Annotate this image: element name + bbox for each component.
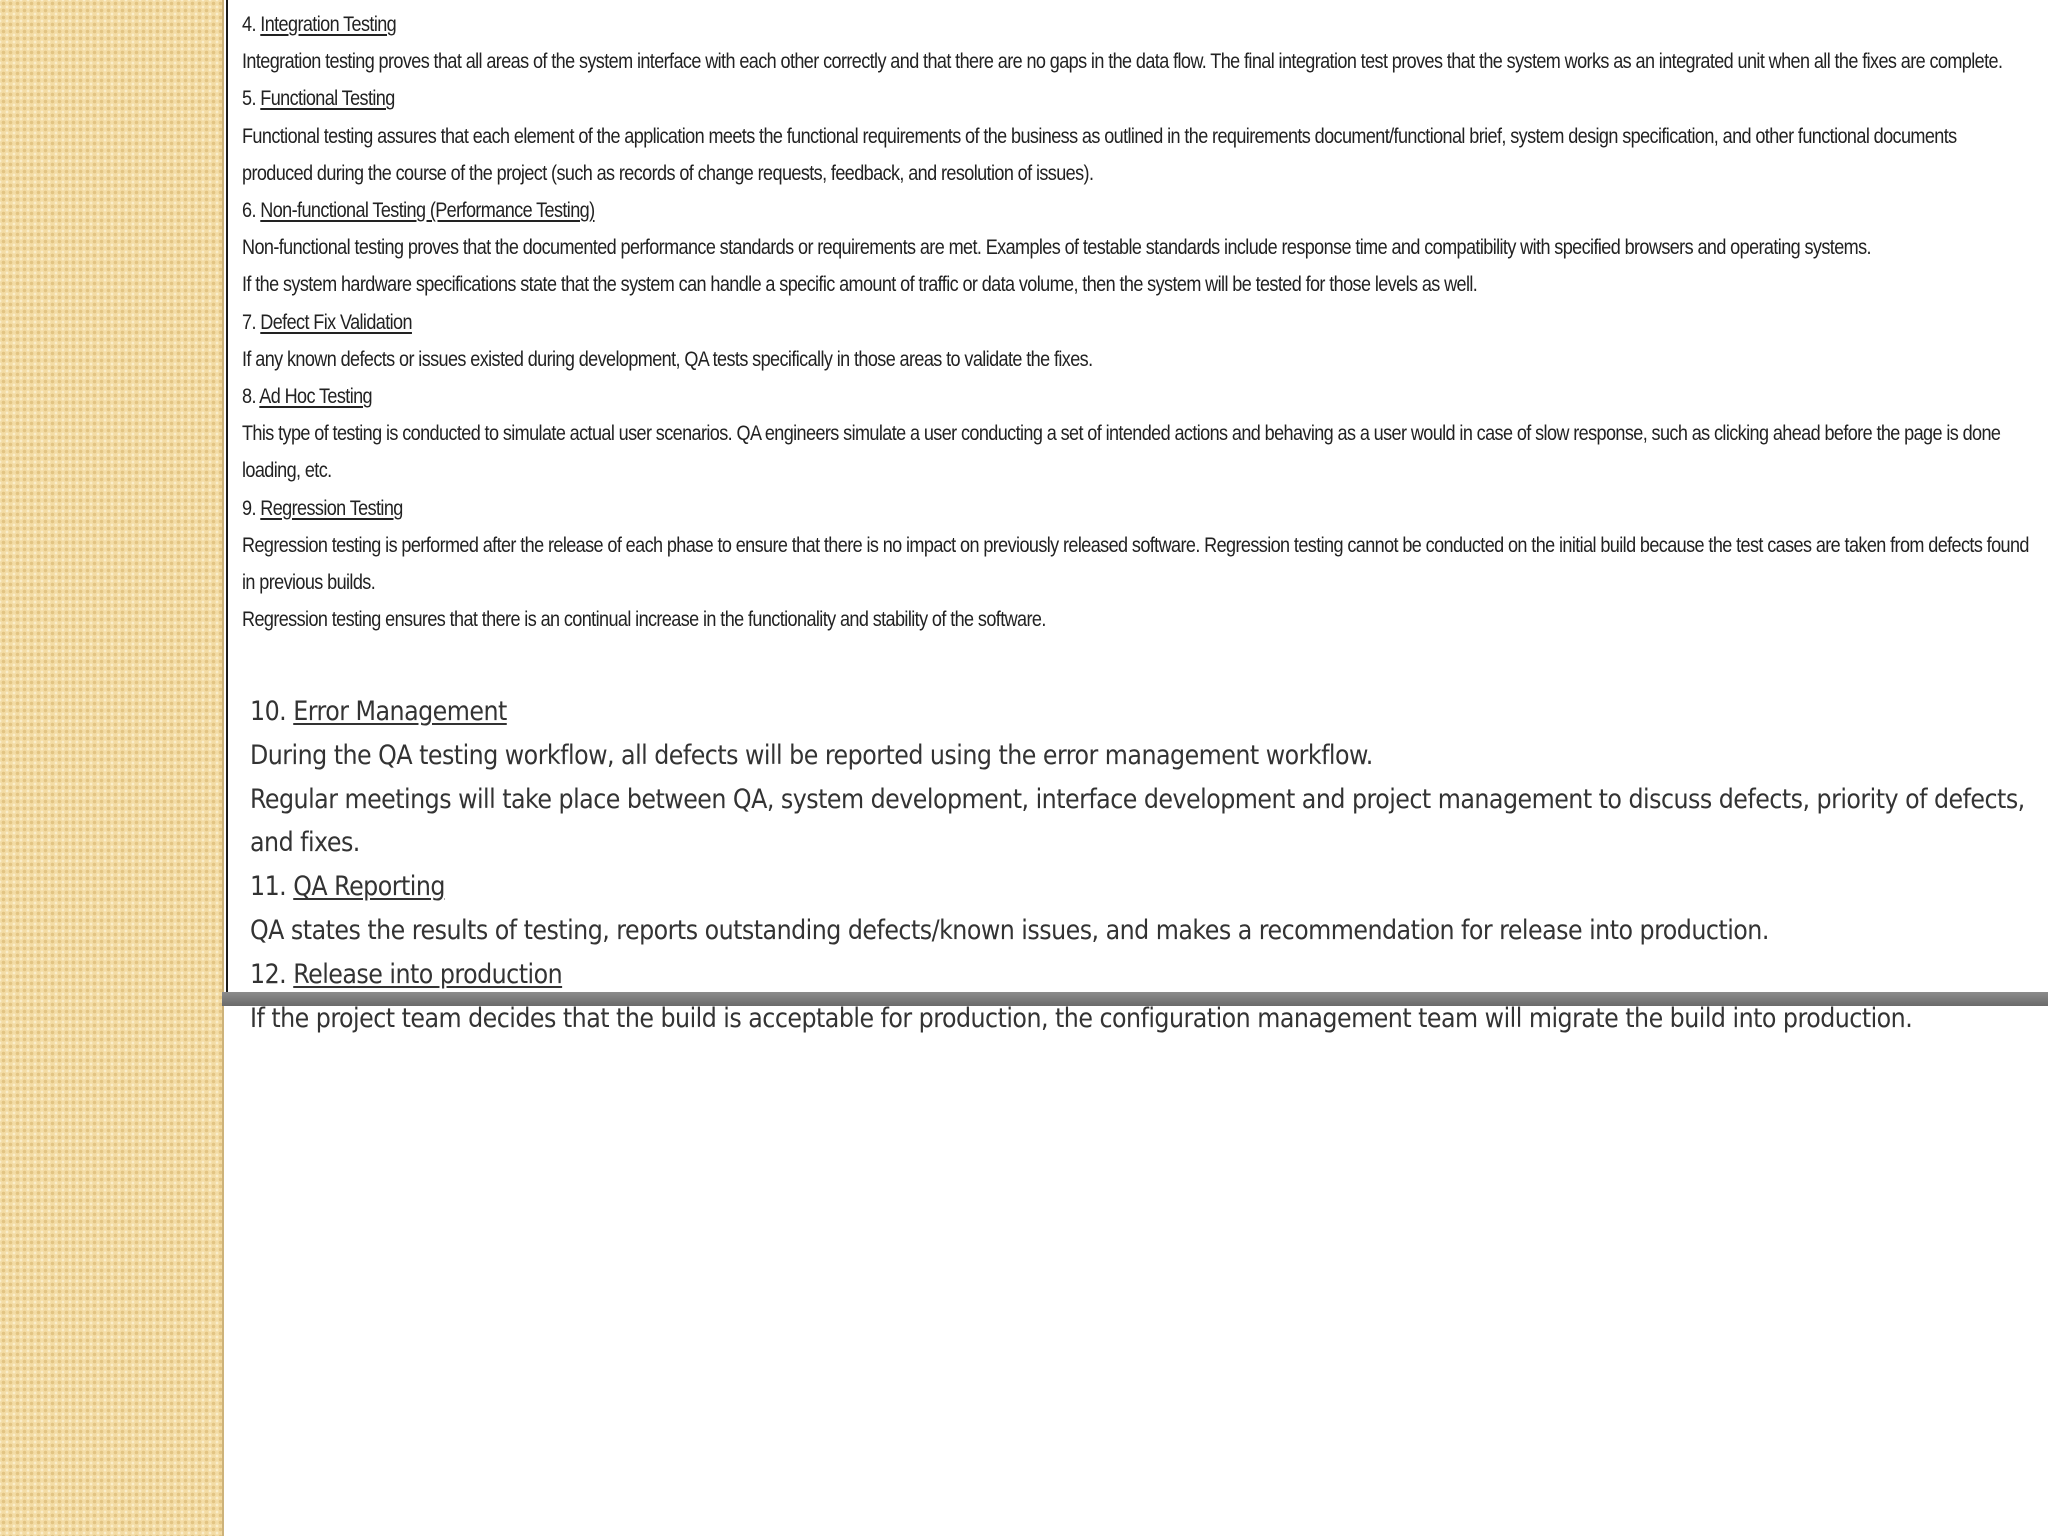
section-number: 9.: [242, 496, 256, 520]
section-paragraph: This type of testing is conducted to simulate actual user scenarios. QA engineers simulate a user conducting a set of intended actions and behaving as a user would in case of slow response, such as clicking ahead before the page is done loading, etc.: [242, 422, 2001, 483]
section-heading: [250, 690, 2045, 734]
section-paragraph: QA states the results of testing, reports outstanding defects/known issues, and makes a recommendation for release into production.: [250, 914, 1769, 946]
section-paragraph: Integration testing proves that all areas of the system interface with each other correctly and that there are no gaps in the data flow. The final integration test proves that the system works as an integrated unit when all the fixes are complete.: [242, 50, 2003, 74]
section-title: Functional Testing: [260, 87, 395, 111]
section-paragraph: If the project team decides that the build is acceptable for production, the configuration management team will migrate the build into production.: [250, 1002, 1913, 1034]
section-number: 7.: [242, 310, 256, 334]
section-title: Ad Hoc Testing: [259, 385, 373, 409]
section-paragraph: Regression testing ensures that there is an continual increase in the functionality and stability of the software.: [242, 608, 1046, 632]
section-title: Integration Testing: [260, 13, 397, 36]
section-paragraph: Non-functional testing proves that the documented performance standards or requirements are met. Examples of testable standards include response time and compatibility with specified browsers and operating systems.: [242, 236, 1871, 260]
section-number: 6.: [242, 199, 256, 223]
section-number: 5.: [242, 87, 256, 111]
section-paragraph: During the QA testing workflow, all defects will be reported using the error management workflow.: [250, 739, 1373, 771]
decorative-side-band: [0, 0, 224, 1536]
section-paragraph: If the system hardware specifications state that the system can handle a specific amount of traffic or data volume, then the system will be tested for those levels as well.: [242, 273, 1478, 297]
section-heading: [250, 865, 2045, 909]
section-title: Release into production: [293, 958, 563, 990]
side-band-edge: [222, 0, 224, 1536]
section-number: 4.: [242, 13, 256, 36]
section-paragraph: If any known defects or issues existed during development, QA tests specifically in those areas to validate the fixes.: [242, 347, 1093, 371]
section-heading: [242, 80, 2031, 117]
testing-phases-list: [242, 6, 2031, 638]
section-title: Defect Fix Validation: [260, 310, 412, 334]
section-number: 8.: [242, 385, 256, 409]
section-paragraph: Regular meetings will take place between QA, system development, interface development and project management to discuss defects, priority of defects, and fixes.: [250, 783, 2025, 859]
section-heading: [242, 304, 2031, 341]
section-number: 10.: [250, 696, 287, 727]
qa-workflow-list: [250, 690, 2045, 1040]
section-paragraph: Regression testing is performed after the release of each phase to ensure that there is no impact on previously released software. Regression testing cannot be conducted on the initial build because the test cases are taken from defects found in previous builds.: [242, 533, 2029, 595]
section-heading: [242, 192, 2031, 229]
section-heading: [242, 6, 2031, 43]
section-title: Non-functional Testing (Performance Testing): [260, 199, 595, 223]
section-number: 11.: [250, 871, 287, 903]
section-number: 12.: [250, 958, 287, 990]
section-title: QA Reporting: [293, 871, 445, 903]
section-paragraph: Functional testing assures that each element of the application meets the functional requirements of the business as outlined in the requirements document/functional brief, system design specification, and other functional documents produced during the course of the project (such as records of change requests, feedback, and resolution of issues).: [242, 124, 1957, 185]
section-heading: [242, 378, 2031, 415]
section-heading: [242, 490, 2031, 527]
section-heading: [250, 953, 2045, 997]
section-title: Regression Testing: [260, 496, 403, 520]
section-title: Error Management: [293, 696, 507, 727]
